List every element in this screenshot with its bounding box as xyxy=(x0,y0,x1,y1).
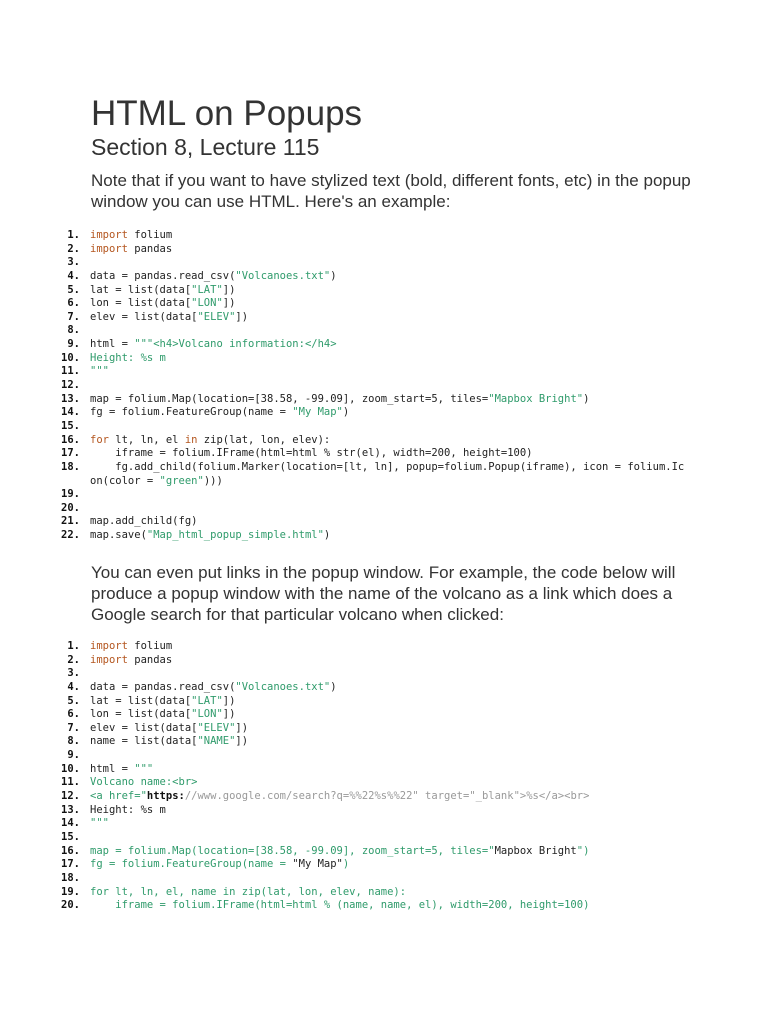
code-token: "NAME" xyxy=(197,735,236,748)
code-token: ]) xyxy=(222,694,236,707)
line-number: 20. xyxy=(61,899,80,912)
code-line xyxy=(40,447,730,461)
code-token: html = xyxy=(90,338,135,351)
code-token: """ xyxy=(90,365,109,378)
line-number: 17. xyxy=(61,858,80,871)
line-number: 12. xyxy=(61,790,80,803)
code-text xyxy=(90,529,330,543)
code-token: elev = list(data[ xyxy=(90,721,198,734)
code-text xyxy=(90,763,153,777)
code-line xyxy=(40,831,730,845)
code-line xyxy=(40,667,730,681)
code-line xyxy=(40,338,730,352)
code-token: lon = list(data[ xyxy=(90,708,192,721)
code-token: ]) xyxy=(235,310,249,323)
code-token: pandas xyxy=(127,653,173,666)
line-number: 8. xyxy=(67,324,80,337)
line-number: 20. xyxy=(61,501,80,514)
code-token: "green" xyxy=(159,474,204,487)
code-token: ]) xyxy=(222,708,236,721)
code-token: map = folium.Map(location=[38.58, -99.09], zoom_start=5, tiles=" xyxy=(90,844,495,857)
code-text xyxy=(90,654,172,668)
code-line xyxy=(40,406,730,420)
code-token: iframe = folium.IFrame(html=html % (name, name, el), width=200, height=100) xyxy=(90,899,590,912)
code-line xyxy=(40,379,730,393)
code-line xyxy=(40,365,730,379)
code-token: "Volcanoes.txt" xyxy=(235,269,331,282)
code-text xyxy=(90,886,406,900)
code-token: on(color = xyxy=(90,474,160,487)
code-token: "ELEV" xyxy=(197,310,236,323)
code-block-1 xyxy=(40,229,730,543)
code-line xyxy=(40,297,730,311)
code-line xyxy=(40,502,730,516)
code-text xyxy=(90,270,337,284)
line-number: 11. xyxy=(61,776,80,789)
code-line xyxy=(40,749,730,763)
code-token: iframe = folium.IFrame(html=html % str(el), width=200, height=100) xyxy=(90,447,533,460)
line-number: 11. xyxy=(61,365,80,378)
code-token: "My Map" xyxy=(292,406,343,419)
code-text xyxy=(90,229,172,243)
code-token: """<h4>Volcano information:</h4> xyxy=(134,338,337,351)
code-text xyxy=(90,735,248,749)
code-line xyxy=(40,735,730,749)
code-text xyxy=(90,804,166,818)
line-number: 5. xyxy=(67,694,80,707)
intro-paragraph: Note that if you want to have stylized text (bold, different fonts, etc) in the popup window you can use HTML. Here's an example: xyxy=(91,171,691,211)
code-line xyxy=(40,420,730,434)
line-number: 8. xyxy=(67,735,80,748)
code-line xyxy=(40,270,730,284)
code-line xyxy=(40,804,730,818)
code-token: """ xyxy=(90,817,109,830)
line-number: 19. xyxy=(61,488,80,501)
code-line xyxy=(40,681,730,695)
code-token: "LAT" xyxy=(191,694,223,707)
code-text xyxy=(90,817,109,831)
code-token: fg.add_child(folium.Marker(location=[lt, ln], popup=folium.Popup(iframe), icon = folium.Ic xyxy=(90,460,685,473)
code-text xyxy=(90,406,349,420)
line-number: 6. xyxy=(67,708,80,721)
code-token: data = pandas.read_csv( xyxy=(90,680,236,693)
code-text xyxy=(90,352,166,366)
code-token: Height: %s m xyxy=(90,351,166,364)
code-text xyxy=(90,708,235,722)
line-number: 2. xyxy=(67,653,80,666)
code-text xyxy=(90,475,223,489)
code-text xyxy=(90,640,172,654)
code-line xyxy=(40,284,730,298)
code-token: ) xyxy=(342,406,350,419)
code-token: "Map_html_popup_simple.html" xyxy=(146,529,324,542)
code-text xyxy=(90,338,337,352)
code-text xyxy=(90,311,248,325)
code-line xyxy=(40,352,730,366)
code-text xyxy=(90,695,235,709)
code-line xyxy=(40,763,730,777)
code-line xyxy=(40,817,730,831)
line-number: 18. xyxy=(61,460,80,473)
code-line xyxy=(40,461,730,475)
code-line xyxy=(40,324,730,338)
code-line xyxy=(40,515,730,529)
code-token: name = list(data[ xyxy=(90,735,198,748)
links-paragraph: You can even put links in the popup window. For example, the code below will produce a popup window with the name of the volcano as a link which does a Google search for that particular volcano when clicked: xyxy=(91,563,676,624)
line-number: 2. xyxy=(67,242,80,255)
line-number: 18. xyxy=(61,871,80,884)
code-text xyxy=(90,681,337,695)
code-token: fg = folium.FeatureGroup(name = xyxy=(90,858,293,871)
code-token: lat = list(data[ xyxy=(90,283,192,296)
code-token: "LON" xyxy=(191,708,223,721)
code-line xyxy=(40,654,730,668)
line-number: 22. xyxy=(61,529,80,542)
code-token: "ELEV" xyxy=(197,721,236,734)
code-text xyxy=(90,434,330,448)
line-number: 14. xyxy=(61,406,80,419)
line-number: 6. xyxy=(67,297,80,310)
code-token: "LAT" xyxy=(191,283,223,296)
page-title: HTML on Popups xyxy=(91,94,363,133)
code-text xyxy=(90,297,235,311)
line-number: 1. xyxy=(67,229,80,241)
code-text xyxy=(90,722,248,736)
code-token: //www.google.com/search?q=%%22%s%%22" target="_blank">%s</a><br> xyxy=(184,790,590,803)
code-token: ) xyxy=(330,269,337,282)
code-line xyxy=(40,722,730,736)
code-block-2 xyxy=(40,640,730,913)
line-number: 21. xyxy=(61,515,80,528)
code-line xyxy=(40,256,730,270)
code-token: Volcano name:<br> xyxy=(90,776,198,789)
code-token: "Volcanoes.txt" xyxy=(235,680,331,693)
code-line xyxy=(40,872,730,886)
code-line xyxy=(40,475,730,489)
code-text xyxy=(90,845,589,859)
code-text xyxy=(90,858,349,872)
code-token: ))) xyxy=(203,474,223,487)
code-token: https: xyxy=(146,790,185,803)
code-line xyxy=(40,243,730,257)
code-line xyxy=(40,886,730,900)
code-line xyxy=(40,695,730,709)
code-token: zip(lat, lon, elev): xyxy=(197,433,331,446)
line-number: 13. xyxy=(61,803,80,816)
line-number: 9. xyxy=(67,338,80,351)
code-token: Height: %s m xyxy=(90,803,166,816)
code-text xyxy=(90,515,197,529)
line-number: 16. xyxy=(61,433,80,446)
line-number: 15. xyxy=(61,830,80,843)
line-number: 12. xyxy=(61,379,80,392)
code-token: data = pandas.read_csv( xyxy=(90,269,236,282)
code-text xyxy=(90,365,109,379)
code-token: ]) xyxy=(222,297,236,310)
code-token: in xyxy=(184,433,198,446)
code-token: import xyxy=(90,242,128,255)
code-token: ) xyxy=(583,392,590,405)
code-token: for xyxy=(90,433,109,446)
code-token: "LON" xyxy=(191,297,223,310)
code-line xyxy=(40,790,730,804)
line-number: 16. xyxy=(61,844,80,857)
code-token: "My Map" xyxy=(292,858,343,871)
code-token: ") xyxy=(576,844,590,857)
code-line xyxy=(40,311,730,325)
line-number: 17. xyxy=(61,447,80,460)
code-token: ]) xyxy=(235,721,249,734)
code-token: map.add_child(fg) xyxy=(90,515,198,528)
code-token: ) xyxy=(330,680,337,693)
code-text xyxy=(90,284,235,298)
line-number: 15. xyxy=(61,419,80,432)
line-number: 14. xyxy=(61,817,80,830)
line-number: 3. xyxy=(67,667,80,680)
code-line xyxy=(40,858,730,872)
code-token: for lt, ln, el, name in zip(lat, lon, elev, name): xyxy=(90,885,407,898)
code-token: ]) xyxy=(235,735,249,748)
line-number: 1. xyxy=(67,640,80,652)
code-token: lat = list(data[ xyxy=(90,694,192,707)
code-line xyxy=(40,434,730,448)
code-token: map.save( xyxy=(90,529,147,542)
code-token: "Mapbox Bright" xyxy=(488,392,584,405)
line-number: 7. xyxy=(67,310,80,323)
code-token: import xyxy=(90,640,128,652)
code-text xyxy=(90,790,589,804)
code-token: lon = list(data[ xyxy=(90,297,192,310)
line-number: 4. xyxy=(67,680,80,693)
code-text xyxy=(90,461,684,475)
code-token: <a href=" xyxy=(90,790,147,803)
line-number: 13. xyxy=(61,392,80,405)
code-text xyxy=(90,393,589,407)
code-token: elev = list(data[ xyxy=(90,310,198,323)
code-text xyxy=(90,447,533,461)
line-number: 10. xyxy=(61,351,80,364)
code-line xyxy=(40,393,730,407)
line-number: 4. xyxy=(67,269,80,282)
code-line xyxy=(40,708,730,722)
code-token: """ xyxy=(134,762,154,775)
code-token: ) xyxy=(323,529,331,542)
code-token: folium xyxy=(127,640,173,652)
code-token: map = folium.Map(location=[38.58, -99.09], zoom_start=5, tiles= xyxy=(90,392,489,405)
code-line xyxy=(40,529,730,543)
line-number: 5. xyxy=(67,283,80,296)
line-number: 3. xyxy=(67,256,80,269)
line-number: 10. xyxy=(61,762,80,775)
code-line xyxy=(40,776,730,790)
code-line xyxy=(40,845,730,859)
code-token: lt, ln, el xyxy=(108,433,185,446)
code-token: pandas xyxy=(127,242,173,255)
code-token: html = xyxy=(90,762,135,775)
code-line xyxy=(40,899,730,913)
code-line xyxy=(40,229,730,243)
code-token: fg = folium.FeatureGroup(name = xyxy=(90,406,293,419)
code-token: import xyxy=(90,653,128,666)
line-number: 19. xyxy=(61,885,80,898)
code-token: import xyxy=(90,229,128,241)
code-text xyxy=(90,776,197,790)
code-token: folium xyxy=(127,229,173,241)
code-token: ) xyxy=(342,858,350,871)
code-token: Mapbox Bright xyxy=(494,844,577,857)
code-text xyxy=(90,243,172,257)
line-number: 7. xyxy=(67,721,80,734)
code-token: ]) xyxy=(222,283,236,296)
section-subtitle: Section 8, Lecture 115 xyxy=(91,134,320,160)
code-text xyxy=(90,899,589,913)
code-line xyxy=(40,640,730,654)
line-number: 9. xyxy=(67,749,80,762)
code-line xyxy=(40,488,730,502)
